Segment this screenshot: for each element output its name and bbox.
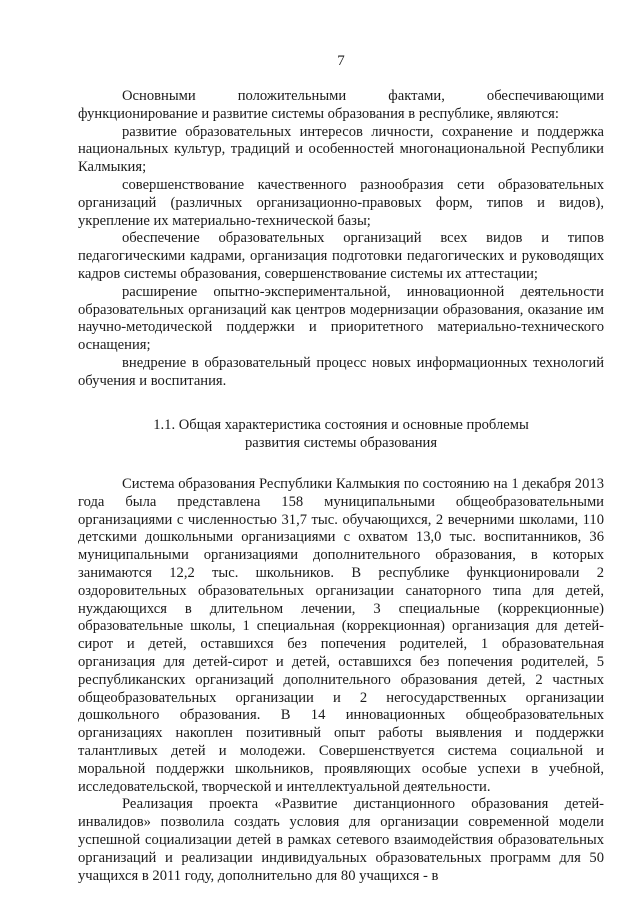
- paragraph: обеспечение образовательных организаций всех видов и типов педагогическими кадрами, организация подготовки педагогических и руководящих кадров системы образования, совершенствование системы их аттестации;: [78, 230, 604, 282]
- paragraph: развитие образовательных интересов личности, сохранение и поддержка национальных культур, традиций и особенностей многонациональной Республики Калмыкия;: [78, 123, 604, 176]
- paragraph: Система образования Республики Калмыкия по состоянию на 1 декабря 2013 года была представлена 158 муниципальными общеобразовательными организациями с численностью 31,7 тыс. обучающихся, 2 вечерними школами, 110 детскими дошкольными организациями с охватом 13,0 тыс. воспитанников, 36 муниципальными организациями дополнительного образования, в которых занимаются 12,2 тыс. школьников. В республике функционировали 2 оздоровительных образовательных организации санаторного типа для детей, нуждающихся в длительном лечении, 3 специальные (коррекционные) образовательные школы, 1 специальная (коррекционная) организация для детей-сирот и детей, оставшихся без попечения родителей, 1 образовательная организация для детей-сирот и детей, оставшихся без попечения родителей, 5 республиканских организаций дополнительного образования детей, 2 частных общеобразовательных организации и 2 негосударственных организации дошкольного образования. В 14 инновационных общеобразовательных организациях накоплен позитивный опыт работы выявления и поддержки талантливых детей и молодежи. Совершенствуется система социальной и моральной поддержки школьников, проявляющих особые успехи в учебной, исследовательской, творческой и интеллектуальной деятельности.: [78, 476, 604, 795]
- section-heading: [78, 416, 604, 452]
- section-heading-line: развития системы образования: [244, 435, 438, 451]
- paragraph: совершенствование качественного разнообразия сети образовательных организаций (различных организационно-правовых форм, типов и видов), укрепление их материально-технической базы;: [78, 176, 604, 229]
- paragraph: внедрение в образовательный процесс новых информационных технологий обучения и воспитания.: [78, 354, 604, 389]
- section-intro: [78, 88, 604, 391]
- paragraph: Основными положительными фактами, обеспечивающими функционирование и развитие системы образования в республике, являются:: [78, 88, 604, 122]
- section-heading-line: 1.1. Общая характеристика состояния и основные проблемы: [153, 417, 529, 433]
- paragraph: Реализация проекта «Развитие дистанционного образования детей-инвалидов» позволила создать условия для организации современной модели успешной социализации детей в рамках сетевого взаимодействия образовательных организаций и реализации индивидуальных образовательных программ для 50 учащихся в 2011 году, дополнительно для 80 учащихся - в: [78, 796, 604, 884]
- page-number: 7: [337, 53, 345, 69]
- document-page: [78, 0, 604, 905]
- section-general-characteristics: [78, 416, 604, 885]
- paragraph: расширение опытно-экспериментальной, инновационной деятельности образовательных организаций как центров модернизации образования, оказание им научно-методической поддержки и приоритетного материально-технического оснащения;: [78, 283, 604, 354]
